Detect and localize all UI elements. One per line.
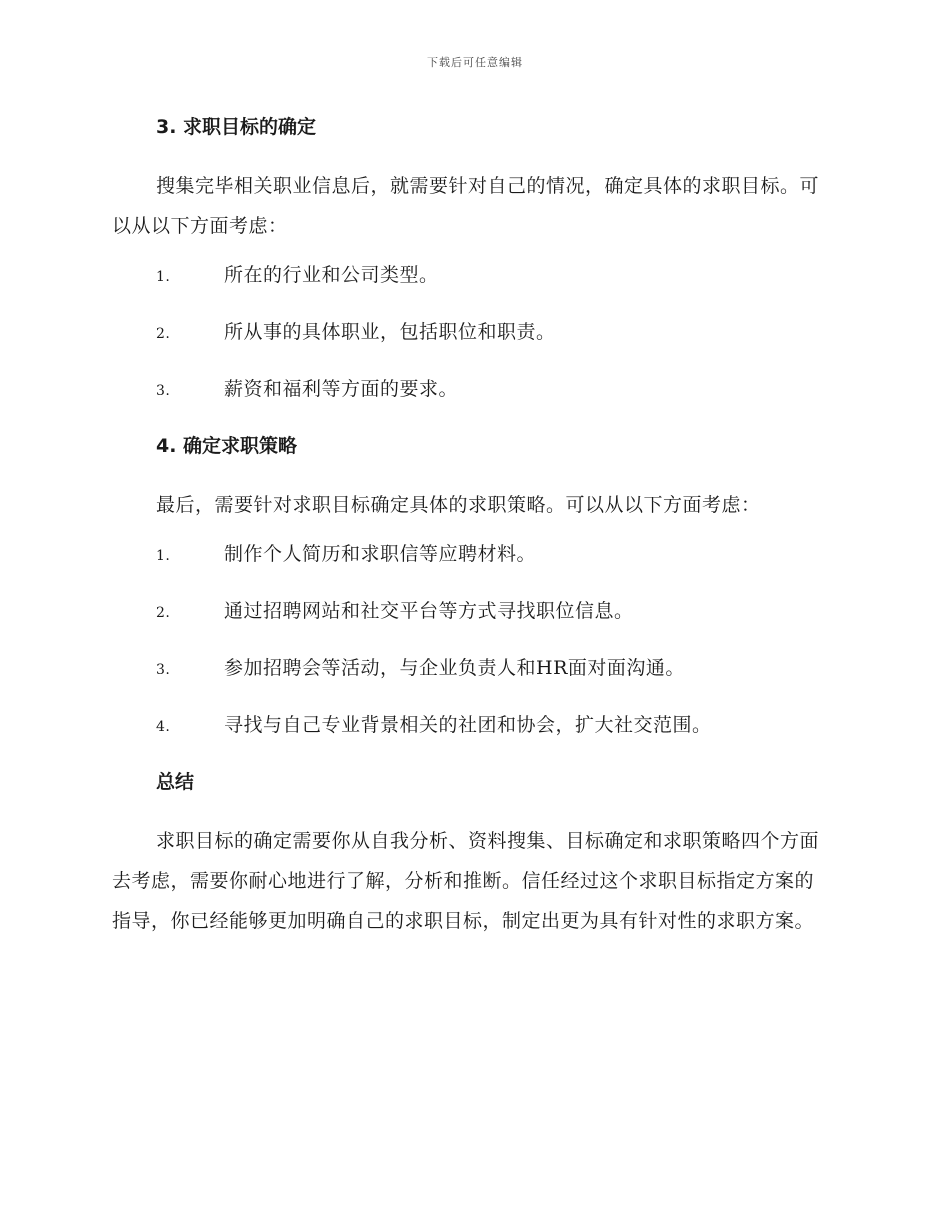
- list-number: 4.: [156, 719, 171, 735]
- list-item: [112, 374, 830, 406]
- list-item: [112, 653, 830, 685]
- page-header: 下载后可任意编辑: [427, 56, 523, 69]
- list-item: [112, 317, 830, 349]
- list-number: 2.: [156, 605, 171, 621]
- list-number: 1.: [156, 269, 171, 285]
- list-text: 通过招聘网站和社交平台等方式寻找职位信息。: [224, 600, 634, 622]
- document-body: [112, 112, 830, 955]
- summary-paragraph: 求职目标的确定需要你从自我分析、资料搜集、目标确定和求职策略四个方面去考虑，需要你耐心地进行了解，分析和推断。信任经过这个求职目标指定方案的指导，你已经能够更加明确自己的求职目标，制定出更为具有针对性的求职方案。: [112, 830, 820, 932]
- list-item: [112, 539, 830, 571]
- list-number: 3.: [156, 383, 171, 399]
- list-number: 1.: [156, 548, 171, 564]
- section-heading-3: 3. 求职目标的确定: [156, 116, 317, 138]
- list-text: 薪资和福利等方面的要求。: [224, 378, 459, 400]
- list-text: 所从事的具体职业，包括职位和职责。: [224, 321, 556, 343]
- list-item: [112, 710, 830, 742]
- section-paragraph-4: 最后，需要针对求职目标确定具体的求职策略。可以从以下方面考虑：: [156, 494, 761, 516]
- list-text: 制作个人简历和求职信等应聘材料。: [224, 543, 537, 565]
- list-number: 2.: [156, 326, 171, 342]
- section-paragraph-3: 搜集完毕相关职业信息后，就需要针对自己的情况，确定具体的求职目标。可以从以下方面考虑：: [112, 175, 820, 237]
- list-text: 所在的行业和公司类型。: [224, 264, 439, 286]
- section-heading-4: 4. 确定求职策略: [156, 435, 298, 457]
- list-item: [112, 260, 830, 292]
- summary-heading: 总结: [156, 771, 195, 793]
- list-number: 3.: [156, 662, 171, 678]
- list-text: 寻找与自己专业背景相关的社团和协会，扩大社交范围。: [224, 714, 712, 736]
- list-item: [112, 596, 830, 628]
- list-text: 参加招聘会等活动，与企业负责人和HR面对面沟通。: [224, 657, 685, 679]
